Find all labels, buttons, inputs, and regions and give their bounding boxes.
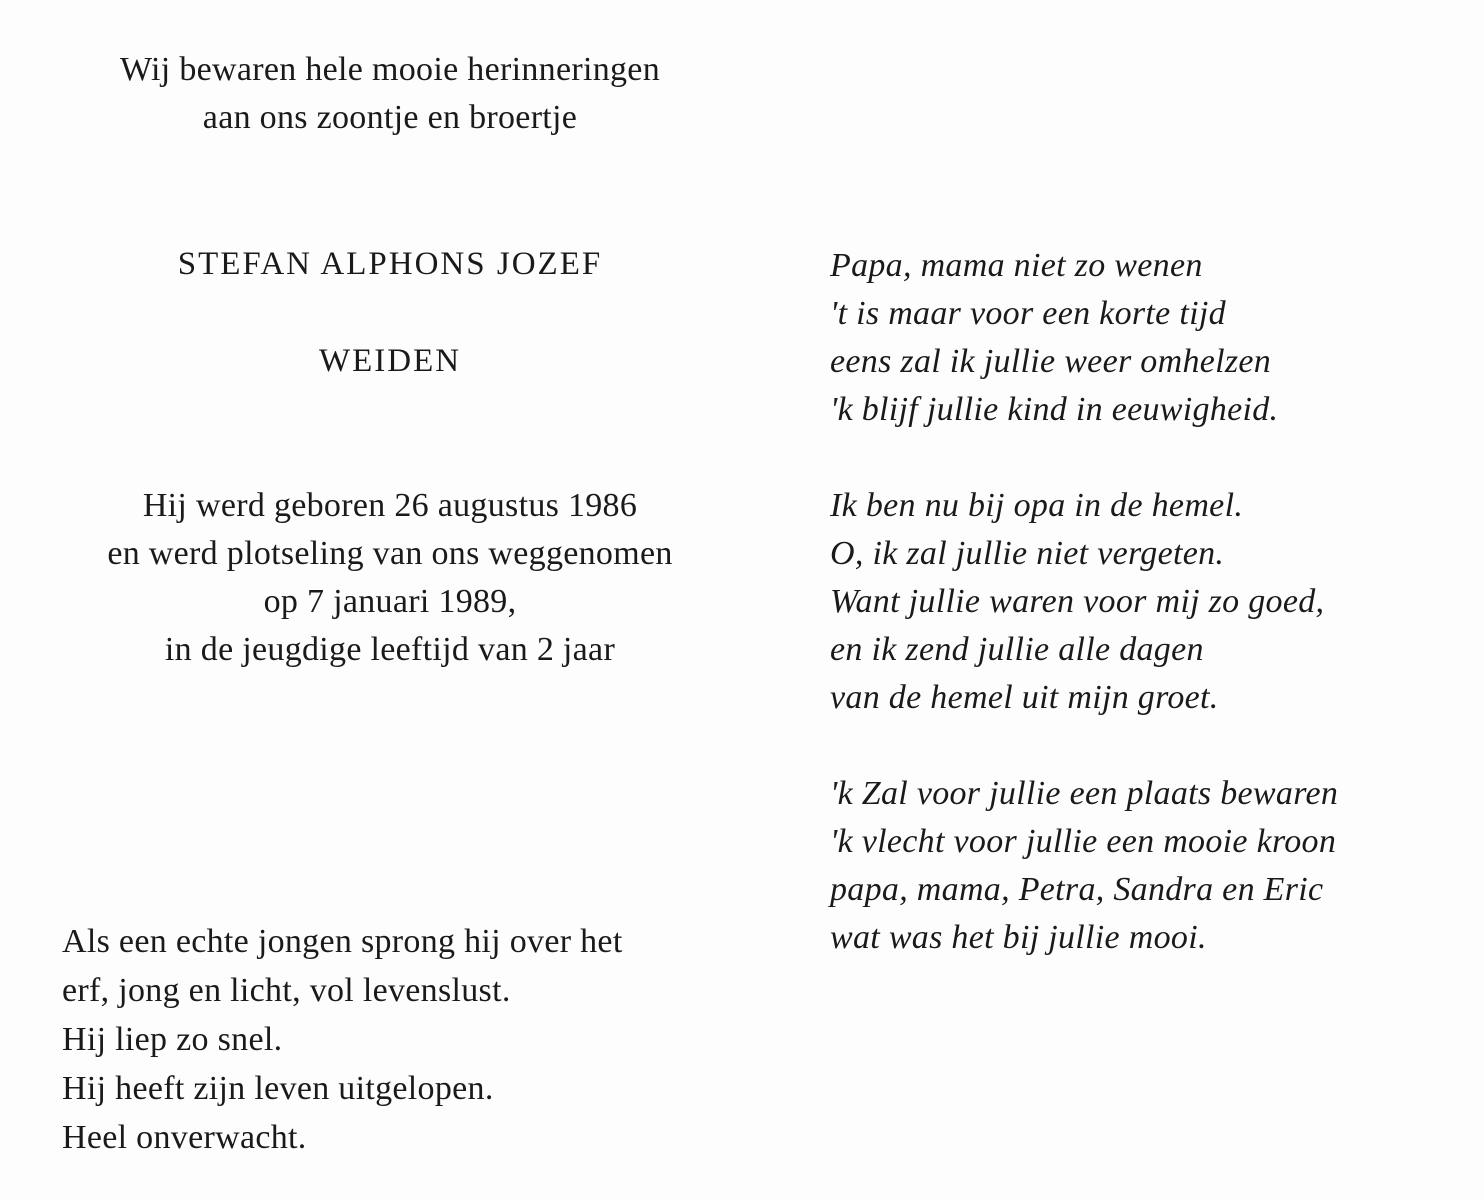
closing-line-5: Heel onverwacht. [62,1119,307,1156]
closing-line-1: Als een echte jongen sprong hij over het [62,923,623,960]
closing-line-2: erf, jong en licht, vol levenslust. [62,972,511,1009]
closing-line-4: Hij heeft zijn leven uitgelopen. [62,1070,494,1107]
poem-line: Want jullie waren voor mij zo goed, [830,583,1325,620]
birth-line: Hij werd geboren 26 augustus 1986 [142,487,638,524]
death-date-line: op 7 januari 1989, [263,583,517,620]
poem-line: 'k blijf jullie kind in eeuwigheid. [830,391,1279,428]
death-line-1: en werd plotseling van ons weggenomen [107,535,673,572]
poem-line: en ik zend jullie alle dagen [830,631,1204,668]
poem-line: wat was het bij jullie mooi. [830,919,1207,956]
poem-line: 'k vlecht voor jullie een mooie kroon [830,823,1337,860]
closing-line-3: Hij liep zo snel. [62,1021,283,1058]
poem-line: Papa, mama niet zo wenen [830,247,1203,284]
given-names: STEFAN ALPHONS JOZEF [177,246,603,282]
poem-line: 't is maar voor een korte tijd [830,295,1226,332]
poem-line: Ik ben nu bij opa in de hemel. [830,487,1244,524]
poem-line: O, ik zal jullie niet vergeten. [830,535,1225,572]
surname: WEIDEN [318,343,462,379]
poem-line: 'k Zal voor jullie een plaats bewaren [830,775,1339,812]
poem-line: van de hemel uit mijn groet. [830,679,1219,716]
intro-line-1: Wij bewaren hele mooie herinneringen [120,51,660,88]
poem-line: eens zal ik jullie weer omhelzen [830,343,1272,380]
intro-line-2: aan ons zoontje en broertje [202,99,578,136]
age-line: in de jeugdige leeftijd van 2 jaar [164,631,616,668]
poem-line: papa, mama, Petra, Sandra en Eric [830,871,1324,908]
